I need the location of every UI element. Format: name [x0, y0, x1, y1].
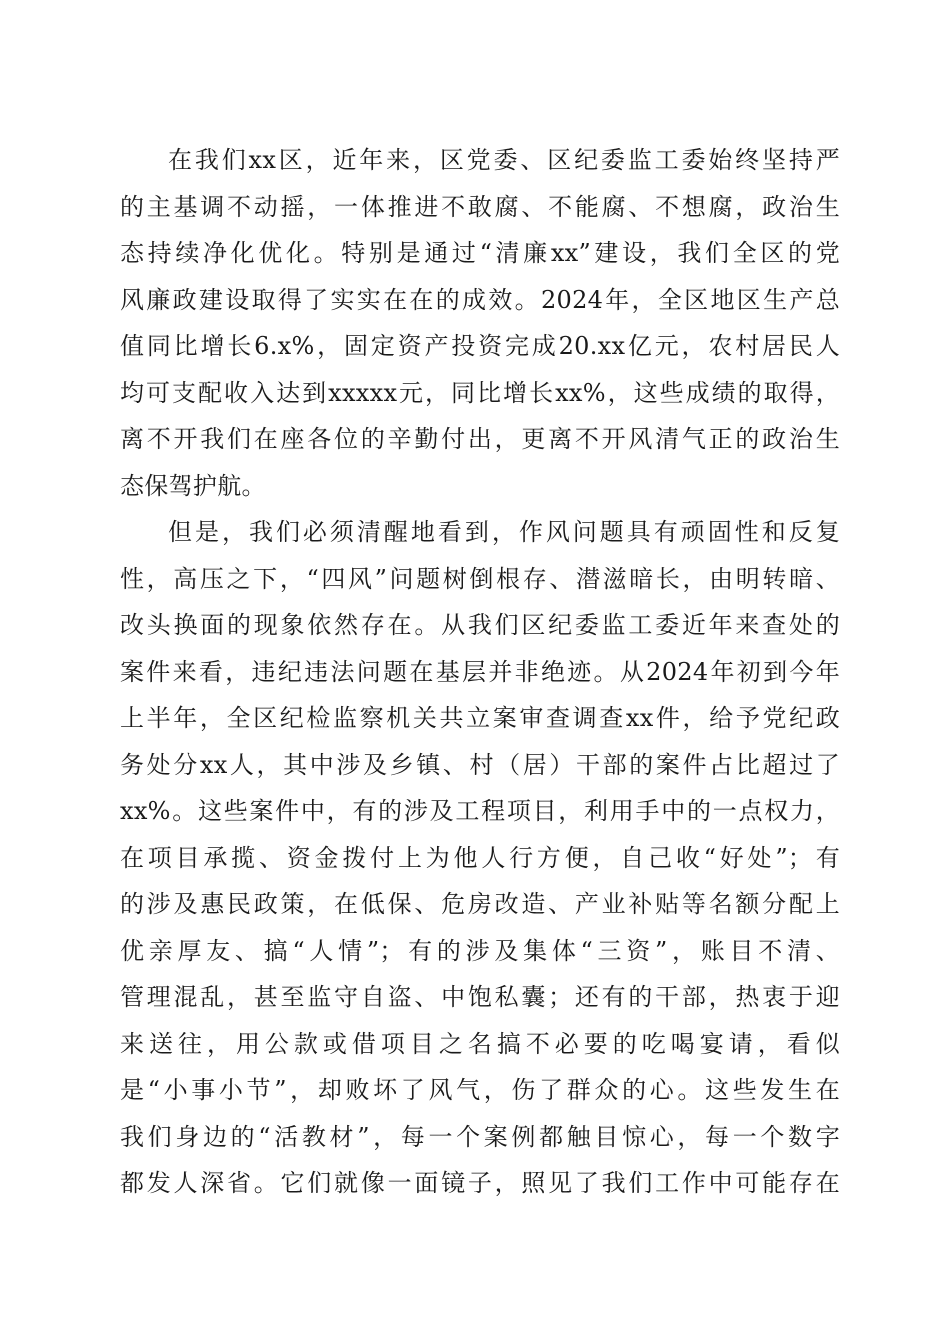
body-text — [120, 137, 840, 1207]
text-line: 风廉政建设取得了实实在在的成效。2024年，全区地区生产总 — [120, 285, 840, 314]
text-line: 我们身边的“活教材”，每一个案例都触目惊心，每一个数字 — [120, 1122, 840, 1151]
text-line: 的主基调不动摇，一体推进不敢腐、不能腐、不想腐，政治生 — [120, 192, 840, 221]
text-line: 案件来看，违纪违法问题在基层并非绝迹。从2024年初到今年 — [120, 657, 840, 686]
text-line: 但是，我们必须清醒地看到，作风问题具有顽固性和反复 — [168, 518, 840, 546]
text-line: 上半年，全区纪检监察机关共立案审查调查xx件，给予党纪政 — [120, 704, 840, 732]
text-line: 改头换面的现象依然存在。从我们区纪委监工委近年来查处的 — [120, 611, 840, 639]
text-line: 来送往，用公款或借项目之名搞不必要的吃喝宴请，看似 — [120, 1029, 840, 1058]
text-line: 在我们xx区，近年来，区党委、区纪委监工委始终坚持严 — [168, 146, 840, 174]
text-line: 都发人深省。它们就像一面镜子，照见了我们工作中可能存在 — [120, 1169, 840, 1197]
text-line: 务处分xx人，其中涉及乡镇、村（居）干部的案件占比超过了 — [120, 750, 840, 779]
text-line: 优亲厚友、搞“人情”；有的涉及集体“三资”，账目不清、 — [120, 936, 840, 965]
text-line: 态持续净化优化。特别是通过“清廉xx”建设，我们全区的党 — [120, 239, 840, 267]
text-line: 在项目承揽、资金拨付上为他人行方便，自己收“好处”；有 — [120, 843, 840, 872]
paragraph-2 — [120, 509, 840, 1207]
text-line: 离不开我们在座各位的辛勤付出，更离不开风清气正的政治生 — [120, 425, 840, 453]
text-line: xx%。这些案件中，有的涉及工程项目，利用手中的一点权力， — [120, 797, 840, 825]
paragraph-1 — [120, 137, 840, 509]
text-line: 态保驾护航。 — [120, 471, 266, 500]
text-line: 值同比增长6.x%，固定资产投资完成20.xx亿元，农村居民人 — [120, 332, 840, 360]
text-line: 性，高压之下，“四风”问题树倒根存、潜滋暗长，由明转暗、 — [120, 564, 840, 593]
text-line: 的涉及惠民政策，在低保、危房改造、产业补贴等名额分配上 — [120, 890, 840, 918]
text-line: 管理混乱，甚至监守自盗、中饱私囊；还有的干部，热衷于迎 — [120, 983, 840, 1011]
text-line: 均可支配收入达到xxxxx元，同比增长xx%，这些成绩的取得， — [120, 378, 840, 407]
text-line: 是“小事小节”，却败坏了风气，伤了群众的心。这些发生在 — [120, 1076, 840, 1104]
